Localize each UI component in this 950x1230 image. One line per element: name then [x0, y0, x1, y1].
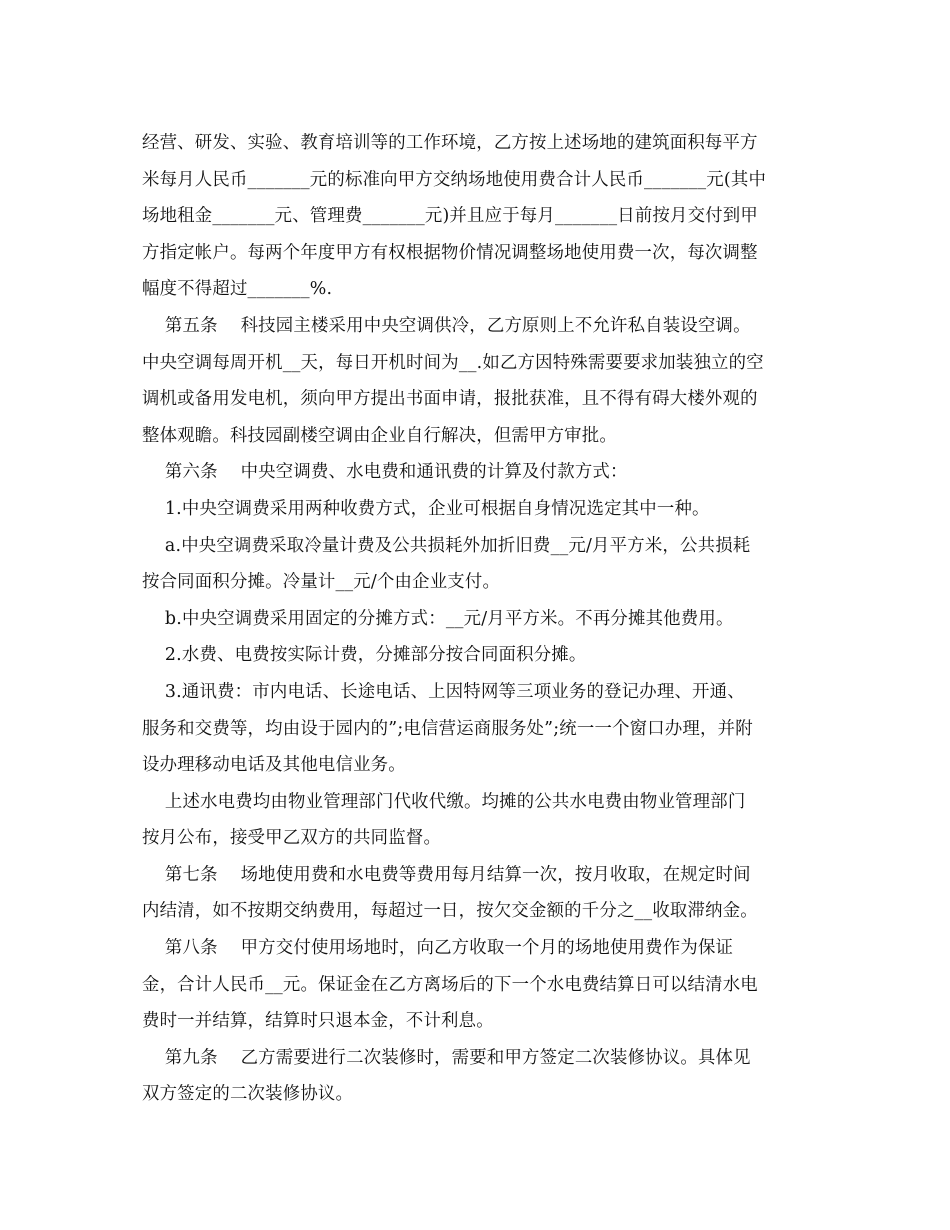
text-line: 设办理移动电话及其他电信业务。	[142, 755, 406, 776]
text-line: 米每月人民币_______元的标准向甲方交纳场地使用费合计人民币_______元(其中	[142, 169, 767, 190]
text-line: 方指定帐户。每两个年度甲方有权根据物价情况调整场地使用费一次，每次调整	[142, 242, 758, 263]
list-item-b: b.中央空调费采用固定的分摊方式：__元/月平方米。不再分摊其他费用。	[142, 608, 734, 629]
list-item-2: 2.水费、电费按实际计费，分摊部分按合同面积分摊。	[142, 645, 587, 666]
article-9-heading-line: 第九条 乙方需要进行二次装修时，需要和甲方签定二次装修协议。具体见	[142, 1047, 751, 1068]
text-line: 服务和交费等，均由设于园内的”;电信营运商服务处”;统一一个窗口办理，并附	[142, 718, 753, 739]
article-6-heading-line: 第六条 中央空调费、水电费和通讯费的计算及付款方式：	[142, 462, 628, 483]
paragraph-line: 上述水电费均由物业管理部门代收代缴。均摊的公共水电费由物业管理部门	[142, 791, 746, 812]
list-item-3: 3.通讯费：市内电话、长途电话、上因特网等三项业务的登记办理、开通、	[142, 681, 745, 702]
document-body	[142, 125, 807, 1113]
text-line: 调机或备用发电机，须向甲方提出书面申请，报批获准，且不得有碍大楼外观的	[142, 389, 758, 410]
list-item-a: a.中央空调费采取冷量计费及公共损耗外加折旧费__元/月平方米，公共损耗	[142, 535, 751, 556]
text-line: 费时一并结算，结算时只退本金，不计利息。	[142, 1011, 494, 1032]
text-line: 中央空调每周开机__天，每日开机时间为__.如乙方因特殊需要要求加装独立的空	[142, 352, 764, 373]
text-line: 按月公布，接受甲乙双方的共同监督。	[142, 828, 442, 849]
article-5-heading-line: 第五条 科技园主楼采用中央空调供冷，乙方原则上不允许私自装设空调。	[142, 315, 751, 336]
article-7-heading-line: 第七条 场地使用费和水电费等费用每月结算一次，按月收取，在规定时间	[142, 864, 751, 885]
text-line: 内结清，如不按期交纳费用，每超过一日，按欠交金额的千分之__收取滞纳金。	[142, 901, 758, 922]
text-line: 双方签定的二次装修协议。	[142, 1084, 354, 1105]
text-line: 场地租金_______元、管理费_______元)并且应于每月_______日前按月交付到甲	[142, 206, 758, 227]
text-line: 幅度不得超过_______%.	[142, 279, 333, 300]
text-line: 金，合计人民币__元。保证金在乙方离场后的下一个水电费结算日可以结清水电	[142, 974, 758, 995]
article-8-heading-line: 第八条 甲方交付使用场地时，向乙方收取一个月的场地使用费作为保证	[142, 938, 734, 959]
list-item-1: 1.中央空调费采用两种收费方式，企业可根据自身情况选定其中一种。	[142, 498, 710, 519]
text-line: 整体观瞻。科技园副楼空调由企业自行解决，但需甲方审批。	[142, 425, 617, 446]
text-line: 经营、研发、实验、教育培训等的工作环境，乙方按上述场地的建筑面积每平方	[142, 133, 758, 153]
text-line: 按合同面积分摊。冷量计__元/个由企业支付。	[142, 572, 501, 593]
